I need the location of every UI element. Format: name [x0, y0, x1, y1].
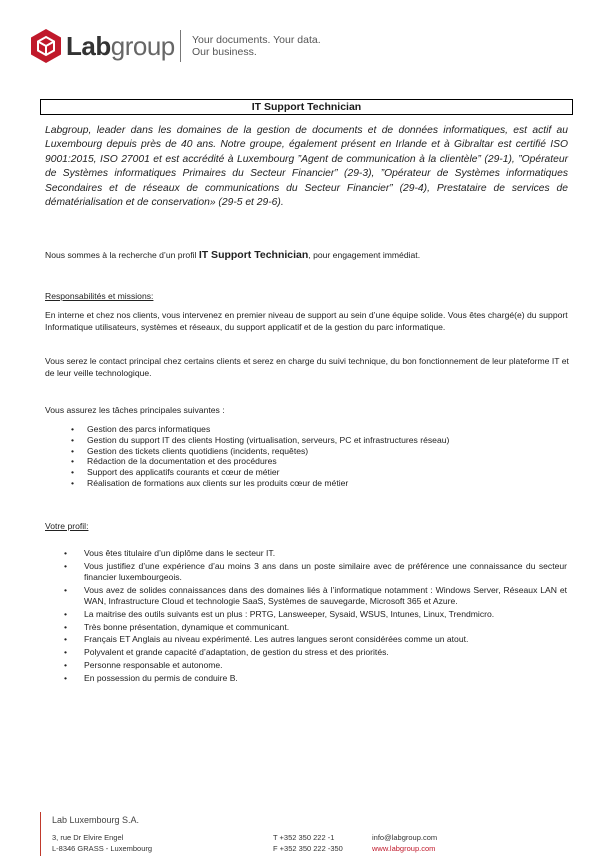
footer-website[interactable]: www.labgroup.com	[372, 844, 436, 853]
responsibilities-para1: En interne et chez nos clients, vous intervenez en premier niveau de support au sein d’une équipe solide. Vous êtes chargé(e) du support Informatique utilisateurs, systèmes et réseaux, du support applicatif et de la gestion du parc informatique.	[45, 310, 568, 332]
seeking-line	[45, 250, 420, 262]
footer-email[interactable]: info@labgroup.com	[372, 833, 438, 842]
footer-address1: 3, rue Dr Elvire Engel	[52, 833, 124, 842]
list-item: • Gestion des parcs informatiques	[71, 424, 449, 435]
responsibilities-para2: Vous serez le contact principal chez certains clients et serez en charge du suivi technique, du bon fonctionnement de leur plateforme IT et de leur veille technologique.	[45, 356, 569, 378]
list-item: • Gestion des tickets clients quotidiens (incidents, requêtes)	[71, 446, 449, 457]
list-item: • Rédaction de la documentation et des procédures	[71, 456, 449, 467]
list-item: • Français ET Anglais au niveau expérimenté. Les autres langues seront considérées comme un atout.	[64, 634, 567, 645]
list-item: • Support des applicatifs courants et cœur de métier	[71, 467, 449, 478]
list-item: • Personne responsable et autonome.	[64, 660, 567, 671]
list-item: • Réalisation de formations aux clients sur les produits cœur de métier	[71, 478, 449, 489]
list-item: • Gestion du support IT des clients Hosting (virtualisation, serveurs, PC et infrastructures réseau)	[71, 435, 449, 446]
seeking-after: , pour engagement immédiat.	[308, 250, 421, 260]
list-item: • Polyvalent et grande capacité d’adaptation, de gestion du stress et des priorités.	[64, 647, 567, 658]
company-intro: Labgroup, leader dans les domaines de la gestion de documents et de données informatiques, est actif au Luxembourg depuis près de 40 ans. Notre groupe, également présent en Irlande et à Gibraltar est certifié ISO 9001:2015, ISO 27001 et est accrédité à Luxembourg ”Agent de communication à la clientèle” (29-1), ”Opérateur de Systèmes informatiques Primaires du Secteur Financier” (29-3), ”Opérateur de Systèmes informatiques Secondaires et de réseaux de communications du Secteur Financier” (29-4), Prestataire de services de dématérialisation et de conservation» (29-5 et 29-6).	[45, 125, 568, 209]
tagline-line2: Our business.	[192, 46, 257, 58]
responsibilities-heading: Responsabilités et missions:	[45, 291, 154, 301]
tagline	[192, 34, 321, 58]
footer-address2: L-8346 GRASS - Luxembourg	[52, 844, 153, 853]
seeking-before: Nous sommes à la recherche d’un profil	[45, 250, 199, 260]
tagline-line1: Your documents. Your data.	[192, 34, 321, 46]
profile-heading: Votre profil:	[45, 521, 89, 531]
list-item: • Vous justifiez d’une expérience d’au moins 3 ans dans un poste similaire avec de préférence une connaissance du secteur financier luxembourgeois.	[64, 561, 567, 583]
tasks-intro: Vous assurez les tâches principales suivantes :	[45, 405, 225, 415]
footer-fax: F +352 350 222 -350	[273, 844, 343, 853]
footer-phone: T +352 350 222 -1	[273, 833, 335, 842]
profile-list	[64, 548, 567, 686]
brand-lab: Lab	[66, 31, 111, 61]
footer-company: Lab Luxembourg S.A.	[52, 815, 140, 825]
list-item: • En possession du permis de conduire B.	[64, 673, 567, 684]
footer-accent-line	[40, 812, 41, 856]
list-item: • Vous êtes titulaire d’un diplôme dans le secteur IT.	[64, 548, 567, 559]
list-item: • La maitrise des outils suivants est un plus : PRTG, Lansweeper, Sysaid, WSUS, Intunes, Linux, Trendmicro.	[64, 609, 567, 620]
job-title: IT Support Technician	[40, 99, 573, 115]
list-item: • Très bonne présentation, dynamique et communicant.	[64, 622, 567, 633]
seeking-role: IT Support Technician	[198, 249, 309, 261]
tasks-list	[71, 424, 449, 489]
labgroup-logo-icon	[28, 28, 64, 64]
brand-group: group	[110, 31, 175, 61]
header-divider	[180, 30, 181, 62]
list-item: • Vous avez de solides connaissances dans des domaines liés à l’informatique notamment : Windows Server, Réseaux LAN et WAN, Infrastructure Cloud et technologie SaaS, Systèmes de sauvegarde, Microsoft 365 et Azure.	[64, 585, 567, 607]
brand-name	[66, 30, 175, 62]
